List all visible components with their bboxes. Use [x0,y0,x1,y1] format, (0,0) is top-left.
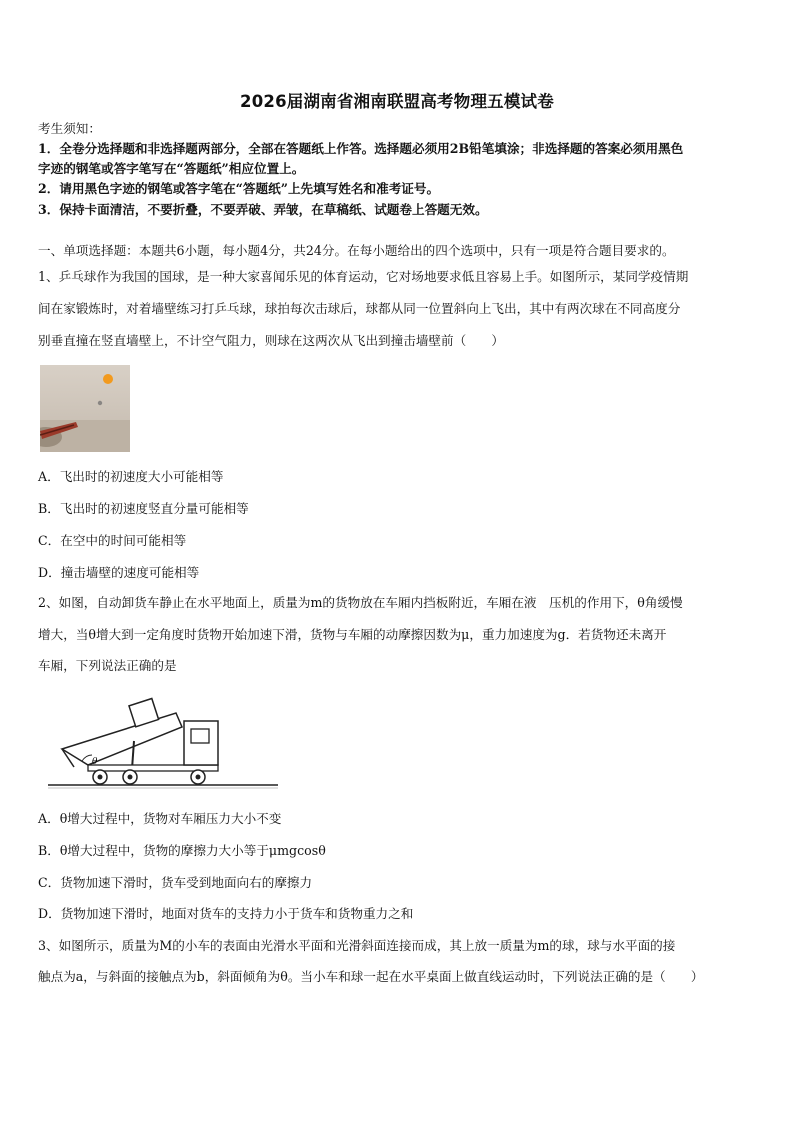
notice-line: 2．请用黑色字迹的钢笔或答字笔在“答题纸”上先填写姓名和准考证号。 [38,181,440,196]
question-1-line: 间在家锻炼时，对着墙壁练习打乒乓球，球拍每次击球后，球都从同一位置斜向上飞出，其中有两次球在不同高度分 [38,301,681,316]
ping-pong-illustration [40,365,130,452]
option-c: C．在空中的时间可能相等 [38,533,187,548]
dump-truck-figure [48,693,288,793]
option-a: A．θ增大过程中，货物对车厢压力大小不变 [38,811,282,826]
option-b: B．飞出时的初速度竖直分量可能相等 [38,501,249,516]
notice-heading: 考生须知： [38,121,101,136]
option-a: A．飞出时的初速度大小可能相等 [38,469,224,484]
question-2-line: 车厢，下列说法正确的是 [38,658,177,673]
option-c: C．货物加速下滑时，货车受到地面向右的摩擦力 [38,875,313,890]
notice-line: 字迹的钢笔或答字笔写在“答题纸”相应位置上。 [38,161,305,176]
question-3-line: 3、如图所示，质量为M的小车的表面由光滑水平面和光滑斜面连接而成，其上放一质量为m的球，球与水平面的接 [38,938,676,953]
question-1-line: 1、乒乓球作为我国的国球，是一种大家喜闻乐见的体育运动，它对场地要求低且容易上手。如图所示，某同学疫情期 [38,269,689,284]
section-heading: 一、单项选择题：本题共6小题，每小题4分，共24分。在每小题给出的四个选项中，只有一项是符合题目要求的。 [38,243,675,258]
question-3-line: 触点为a，与斜面的接触点为b，斜面倾角为θ。当小车和球一起在水平桌面上做直线运动时，下列说法正确的是（ ） [38,969,704,984]
option-d: D．撞击墙壁的速度可能相等 [38,565,200,580]
option-b: B．θ增大过程中，货物的摩擦力大小等于μmgcosθ [38,843,326,858]
question-1-line: 别垂直撞在竖直墙壁上，不计空气阻力，则球在这两次从飞出到撞击墙壁前（ ） [38,333,504,348]
option-d: D．货物加速下滑时，地面对货车的支持力小于货车和货物重力之和 [38,906,414,921]
question-2-line: 增大，当θ增大到一定角度时货物开始加速下滑，货物与车厢的动摩擦因数为μ，重力加速度为g．若货物还未离开 [38,627,667,642]
page-title: 2026届湖南省湘南联盟高考物理五模试卷 [240,92,554,111]
notice-line: 1．全卷分选择题和非选择题两部分，全部在答题纸上作答。选择题必须用2B铅笔填涂；非选择题的答案必须用黑色 [38,141,684,156]
question-2-line: 2、如图，自动卸货车静止在水平地面上，质量为m的货物放在车厢内挡板附近，车厢在液 压机的作用下，θ角缓慢 [38,595,683,610]
dump-truck-diagram [48,693,288,793]
notice-line: 3．保持卡面清洁，不要折叠，不要弄破、弄皱，在草稿纸、试题卷上答题无效。 [38,202,488,217]
angle-label: θ [92,757,98,767]
ping-pong-photo [40,365,130,452]
